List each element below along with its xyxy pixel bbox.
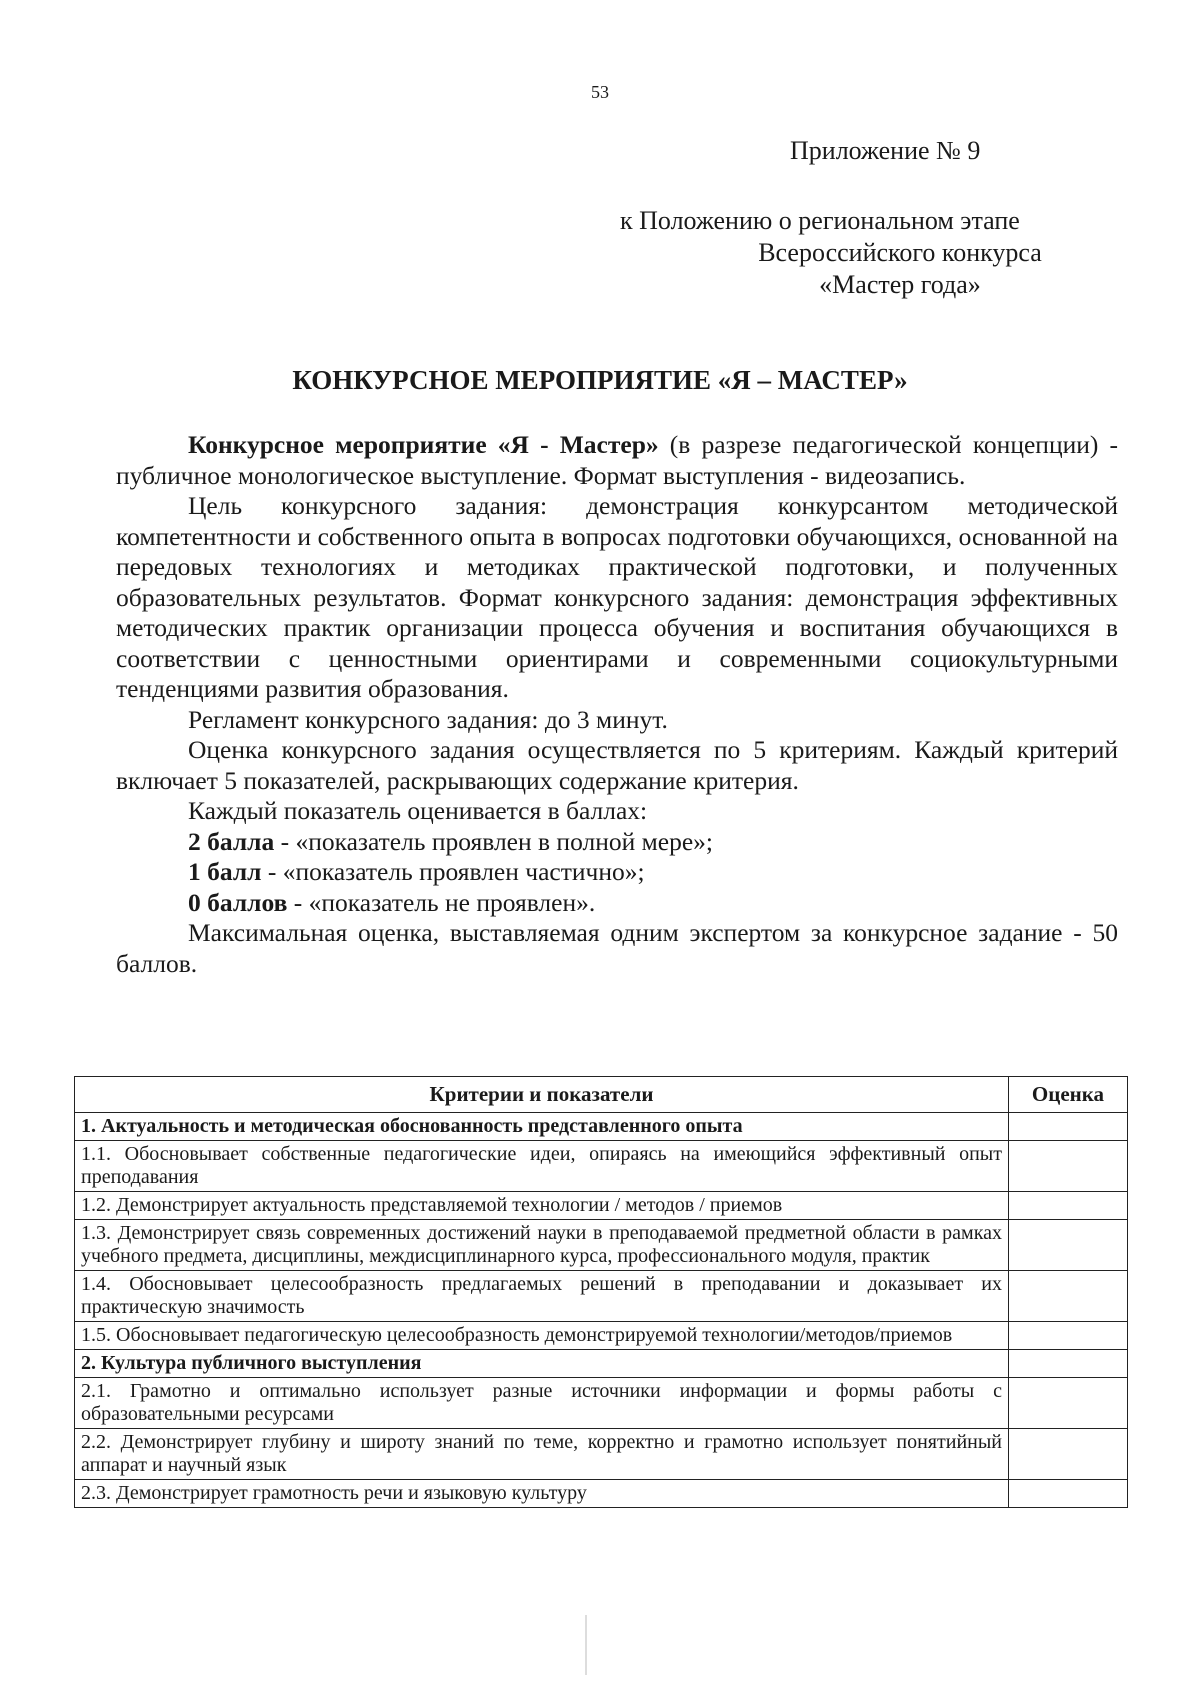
indicator-text: 1.3. Демонстрирует связь современных достижений науки в преподаваемой предметной области в рамках учебного предмета, дисциплины, междисциплинарного курса, профессионального модуля, практик: [75, 1220, 1009, 1271]
intro-rest: (в разрезе педагогической концепции) - публичное монологическое выступление. Формат выступления - видеозапись.: [116, 430, 1119, 490]
scan-artifact: [585, 1615, 587, 1675]
score-cell: [1009, 1220, 1128, 1271]
score-cell: [1009, 1271, 1128, 1322]
paragraph-intro: [116, 430, 1118, 491]
score-cell: [1009, 1429, 1128, 1480]
score-1: [116, 857, 1118, 888]
body-text: [116, 430, 1118, 979]
score-cell: [1009, 1322, 1128, 1350]
page-number: 53: [591, 82, 609, 102]
indicator-text: 1.5. Обосновывает педагогическую целесообразность демонстрируемой технологии/методов/приемов: [75, 1322, 1009, 1350]
table-row: [75, 1378, 1128, 1429]
table-row: [75, 1350, 1128, 1378]
regulation-line-2: Всероссийского конкурса: [758, 238, 1042, 267]
indicator-text: 2.3. Демонстрирует грамотность речи и языковую культуру: [75, 1480, 1009, 1508]
appendix-number: Приложение № 9: [790, 136, 981, 165]
table-row: [75, 1113, 1128, 1141]
table-row: [75, 1220, 1128, 1271]
score-2-bold: 2 балла: [188, 826, 275, 856]
table-row: [75, 1271, 1128, 1322]
indicator-text: 1.2. Демонстрирует актуальность представляемой технологии / методов / приемов: [75, 1192, 1009, 1220]
score-1-bold: 1 балл: [188, 857, 262, 886]
intro-bold: Конкурсное мероприятие «Я - Мастер»: [188, 430, 659, 459]
indicator-text: 1.4. Обосновывает целесообразность предлагаемых решений в преподавании и доказывает их практическую значимость: [75, 1271, 1009, 1322]
score-cell: [1009, 1350, 1128, 1378]
criterion-section: 1. Актуальность и методическая обоснованность представленного опыта: [75, 1113, 1009, 1141]
indicator-text: 2.1. Грамотно и оптимально использует разные источники информации и формы работы с образовательными ресурсами: [75, 1378, 1009, 1429]
regulation-reference: [620, 205, 1180, 301]
indicator-text: 1.1. Обосновывает собственные педагогические идеи, опираясь на имеющийся эффективный опыт преподавания: [75, 1141, 1009, 1192]
criteria-table: [74, 1076, 1128, 1508]
criteria-header: Критерии и показатели: [75, 1077, 1009, 1113]
paragraph-goal: Цель конкурсного задания: демонстрация конкурсантом методической компетентности и собственного опыта в вопросах подготовки обучающихся, основанной на передовых технологиях и методиках практической подготовки, и полученных образовательных результатов. Формат конкурсного задания: демонстрация эффективных методических практик организации процесса обучения и воспитания обучающихся в соответствии с ценностными ориентирами и современными социокультурными тенденциями развития образования.: [116, 491, 1118, 703]
regulation-line-1: к Положению о региональном этапе: [620, 206, 1020, 235]
table-row: [75, 1322, 1128, 1350]
score-2-rest: - «показатель проявлен в полной мере»;: [274, 826, 713, 856]
document-title: КОНКУРСНОЕ МЕРОПРИЯТИЕ «Я – МАСТЕР»: [292, 365, 908, 395]
paragraph-evaluation: Оценка конкурсного задания осуществляется по 5 критериям. Каждый критерий включает 5 показателей, раскрывающих содержание критерия.: [116, 735, 1118, 795]
indicator-text: 2.2. Демонстрирует глубину и широту знаний по теме, корректно и грамотно использует понятийный аппарат и научный язык: [75, 1429, 1009, 1480]
score-0: [116, 888, 1118, 919]
score-cell: [1009, 1378, 1128, 1429]
table-row: [75, 1141, 1128, 1192]
score-0-rest: - «показатель не проявлен».: [287, 887, 596, 917]
score-0-bold: 0 баллов: [188, 887, 288, 917]
score-1-rest: - «показатель проявлен частично»;: [261, 857, 645, 886]
paragraph-max-score: Максимальная оценка, выставляемая одним экспертом за конкурсное задание - 50 баллов.: [116, 918, 1118, 978]
score-cell: [1009, 1192, 1128, 1220]
score-cell: [1009, 1480, 1128, 1508]
paragraph-scoring: Каждый показатель оценивается в баллах:: [188, 796, 648, 825]
table-row: [75, 1480, 1128, 1508]
table-header-row: [75, 1077, 1128, 1113]
score-header: Оценка: [1009, 1077, 1128, 1113]
score-2: [116, 827, 1118, 858]
criterion-section: 2. Культура публичного выступления: [75, 1350, 1009, 1378]
table-row: [75, 1192, 1128, 1220]
score-cell: [1009, 1141, 1128, 1192]
regulation-line-3: «Мастер года»: [819, 270, 981, 299]
paragraph-regulation: Регламент конкурсного задания: до 3 минут.: [188, 704, 668, 734]
score-cell: [1009, 1113, 1128, 1141]
table-row: [75, 1429, 1128, 1480]
